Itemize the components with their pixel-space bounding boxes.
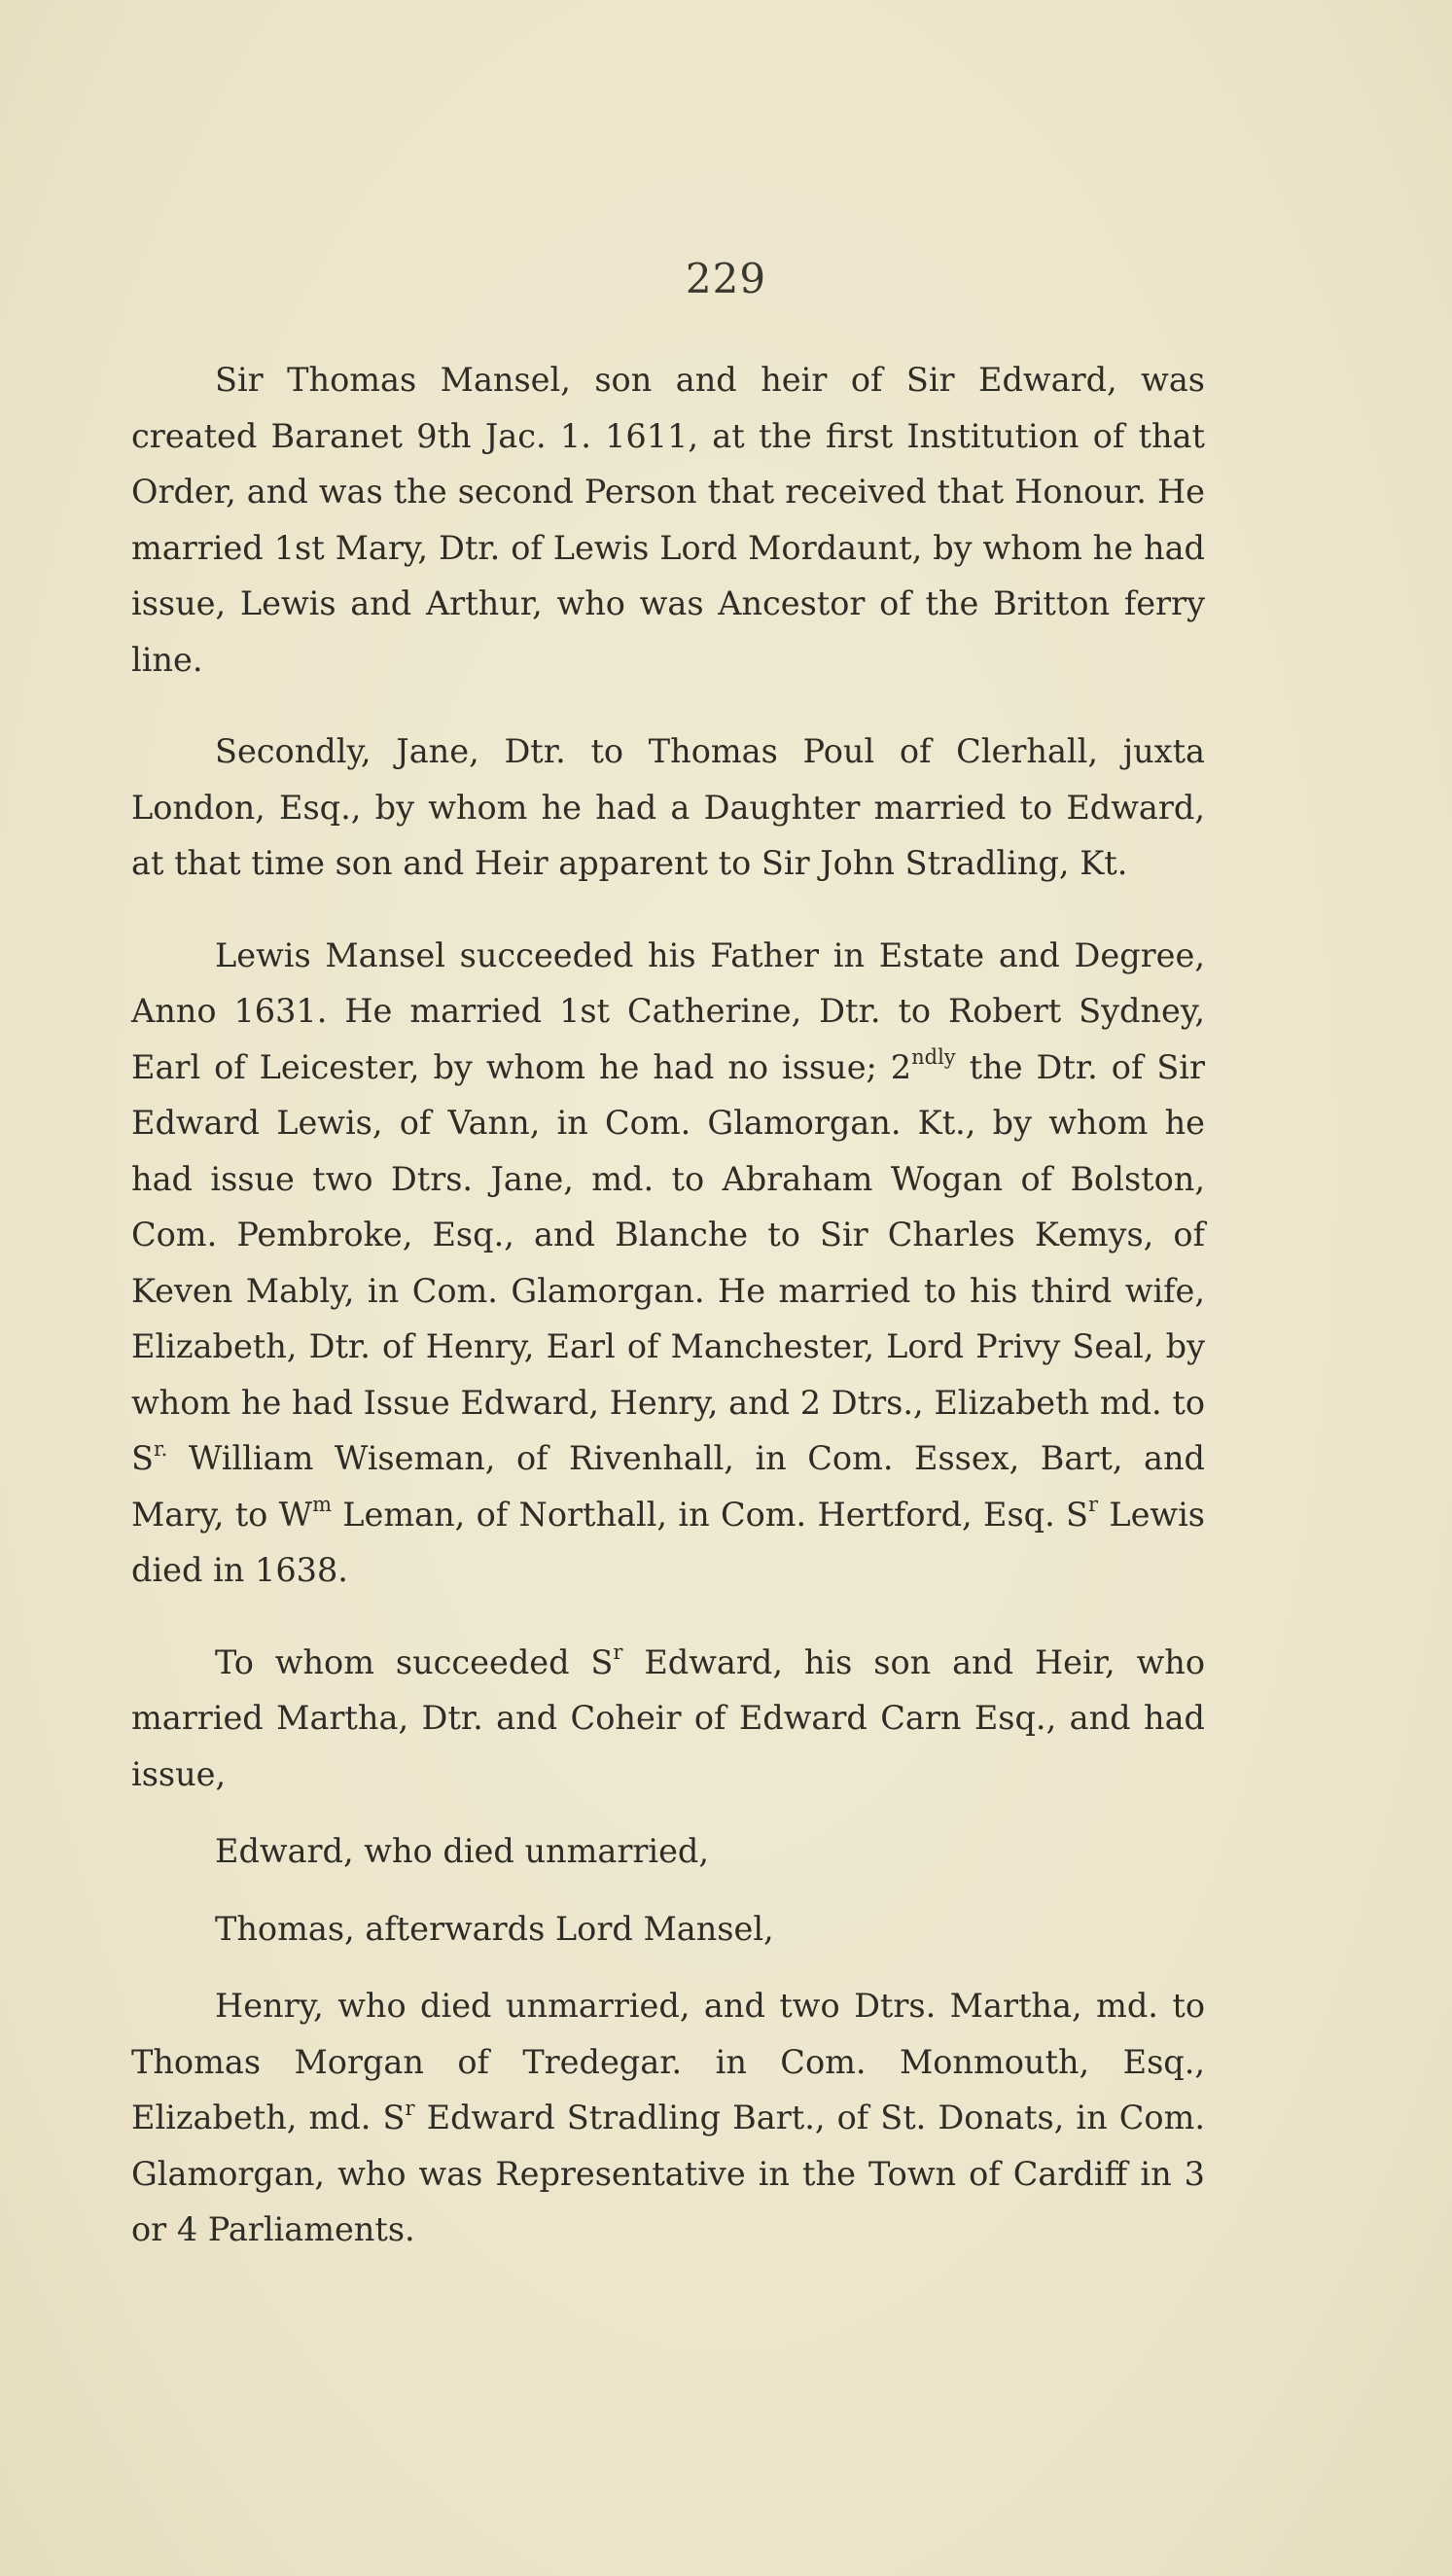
text-run: Edward Stradling Bart., of St. Donats, in Com. Glamorgan, who was Representative in the Town of Cardiff in 3 or 4 Parliaments.	[131, 2099, 1206, 2248]
superscript: m	[312, 1493, 332, 1517]
text-run: William Wiseman, of Rivenhall, in Com. Essex, Bart, and Mary, to W	[131, 1439, 1205, 1534]
paragraph-secondly-jane: Secondly, Jane, Dtr. to Thomas Poul of Clerhall, juxta London, Esq., by whom he had a Daughter married to Edward, at that time son and Heir apparent to Sir John Stradling, Kt.	[131, 732, 1205, 882]
issue-thomas: Thomas, afterwards Lord Mansel,	[215, 1909, 774, 1948]
issue-edward: Edward, who died unmarried,	[215, 1832, 709, 1870]
text-run: the Dtr. of Sir Edward Lewis, of Vann, in Com. Glamorgan. Kt., by whom he had issue two Dtrs. Jane, md. to Abraham Wogan of Bolston, Com. Pembroke, Esq., and Blanche to Sir Charles Kemys, of Keven Mably, in Com. Glamorgan. He married to his third wife, Elizabeth, Dtr. of Henry, Earl of Manchester, Lord Privy Seal, by whom he had Issue Edward, Henry, and 2 Dtrs., Elizabeth md. to S	[131, 1047, 1205, 1477]
superscript: ndly	[911, 1045, 956, 1070]
paragraph-sir-edward	[131, 1635, 1205, 1803]
superscript: r	[1087, 1493, 1099, 1517]
text-run: Lewis Mansel succeeded his Father in Estate and Degree, Anno 1631. He married 1st Catherine, Dtr. to Robert Sydney, Earl of Leicester, by whom he had no issue; 2	[131, 935, 1205, 1086]
body-text	[131, 352, 1205, 2258]
text-run: Henry, who died unmarried, and two Dtrs. Martha, md. to Thomas Morgan of Tredegar. in Com. Monmouth, Esq., Elizabeth, md. S	[131, 1987, 1205, 2136]
text-run: Leman, of Northall, in Com. Hertford, Esq. S	[332, 1495, 1088, 1534]
superscript: r	[613, 1641, 623, 1665]
superscript: r	[405, 2096, 415, 2120]
page-number: 229	[685, 255, 767, 302]
superscript: r.	[153, 1436, 168, 1461]
text-run: Edward, his son and Heir, who married Martha, Dtr. and Coheir of Edward Carn Esq., and had issue,	[131, 1642, 1206, 1793]
text-run: To whom succeeded S	[215, 1642, 614, 1681]
paragraph-lewis-mansel	[131, 928, 1205, 1599]
issue-henry	[131, 1978, 1205, 2258]
paragraph-thomas-mansel: Sir Thomas Mansel, son and heir of Sir Edward, was created Baranet 9th Jac. 1. 1611, at the first Institution of that Order, and was the second Person that received that Honour. He married 1st Mary, Dtr. of Lewis Lord Mordaunt, by whom he had issue, Lewis and Arthur, who was Ancestor of the Britton ferry line.	[131, 361, 1205, 679]
text-run: Lewis died in 1638.	[131, 1495, 1205, 1589]
